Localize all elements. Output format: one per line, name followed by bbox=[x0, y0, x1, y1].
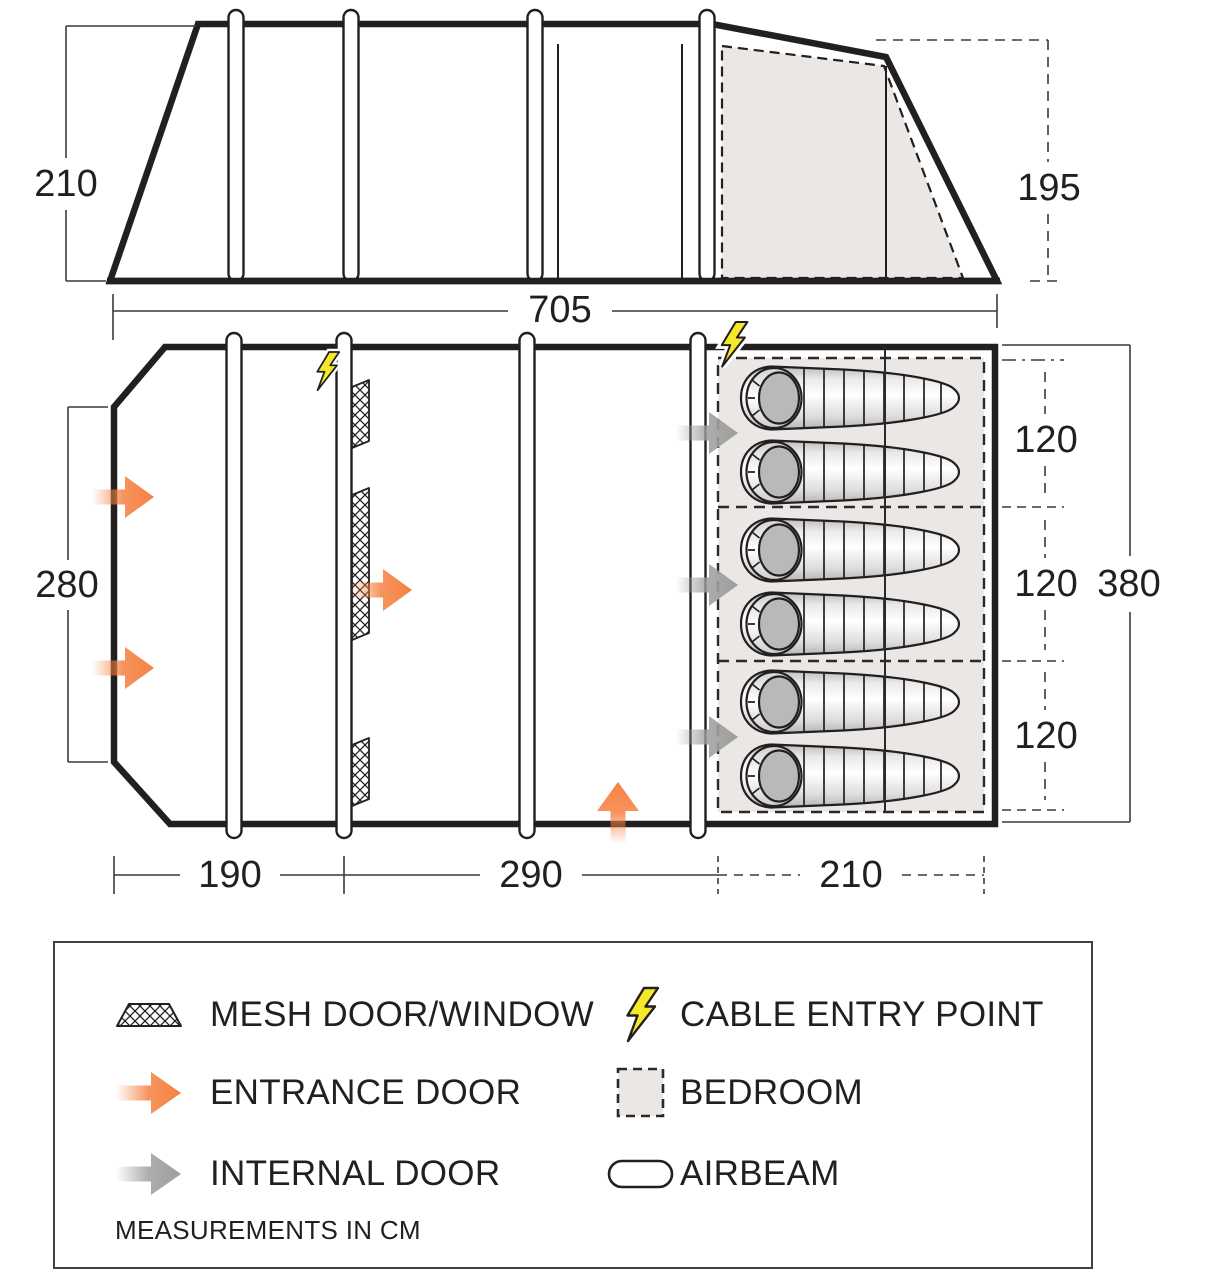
dimension-label-rear-height: 195 bbox=[1017, 167, 1081, 209]
airbeam-tube bbox=[520, 333, 535, 838]
side-elevation-view bbox=[34, 10, 1080, 340]
legend-label-internal-door: INTERNAL DOOR bbox=[210, 1154, 501, 1193]
dimension-label-bay-1: 120 bbox=[1014, 419, 1078, 461]
airbeam-tube bbox=[227, 333, 242, 838]
bedroom-icon bbox=[603, 1061, 679, 1125]
airbeam-tube bbox=[229, 10, 244, 281]
dimension-label-living-zone: 290 bbox=[499, 854, 563, 896]
mesh-panel bbox=[352, 380, 369, 448]
airbeam-tube bbox=[337, 333, 352, 838]
airbeam-tube bbox=[528, 10, 543, 281]
legend-label-bedroom: BEDROOM bbox=[680, 1073, 863, 1112]
legend-label-cable-entry: CABLE ENTRY POINT bbox=[680, 995, 1044, 1034]
airbeam-tube bbox=[700, 10, 715, 281]
dimension-label-bedroom-zone: 210 bbox=[819, 854, 883, 896]
dimension-label-living-width: 280 bbox=[35, 564, 99, 606]
dimension-label-peak-height: 210 bbox=[34, 163, 98, 205]
mesh-panel bbox=[352, 738, 369, 806]
legend-panel bbox=[53, 941, 1093, 1269]
floorplan-view bbox=[35, 322, 1160, 896]
entrance-door-icon bbox=[111, 1061, 187, 1125]
airbeam-tube bbox=[344, 10, 359, 281]
dimension-label-total-depth: 380 bbox=[1097, 563, 1161, 605]
legend-note: MEASUREMENTS IN CM bbox=[115, 1215, 421, 1245]
cable-entry-icon bbox=[603, 983, 679, 1047]
airbeam-icon bbox=[603, 1142, 679, 1206]
internal-door-icon bbox=[111, 1142, 187, 1206]
mesh-panel bbox=[352, 488, 369, 640]
dimension-label-front-zone: 190 bbox=[198, 854, 262, 896]
legend-label-airbeam: AIRBEAM bbox=[680, 1154, 840, 1193]
dimension-label-bay-2: 120 bbox=[1014, 563, 1078, 605]
dimension-label-bay-3: 120 bbox=[1014, 715, 1078, 757]
mesh-icon bbox=[111, 983, 187, 1047]
dimension-label-overall-length: 705 bbox=[528, 289, 592, 331]
legend-label-mesh: MESH DOOR/WINDOW bbox=[210, 995, 594, 1034]
legend-label-entrance-door: ENTRANCE DOOR bbox=[210, 1073, 522, 1112]
